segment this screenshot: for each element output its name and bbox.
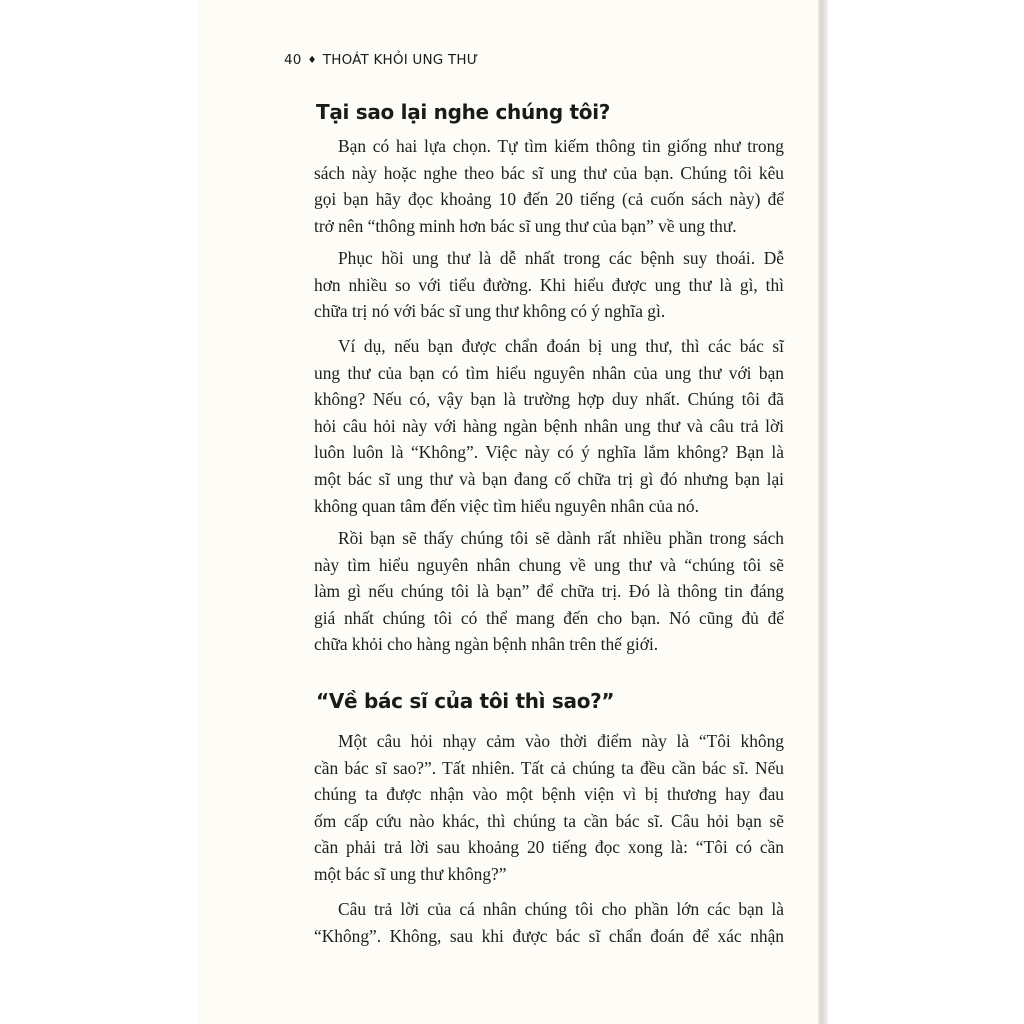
text-line: “Không”. Không, sau khi được bác sĩ chẩn đoán để xác nhận <box>314 925 784 946</box>
text-line: ốm cấp cứu nào khác, thì chúng ta cần bác sĩ. Câu hỏi bạn sẽ <box>314 810 784 831</box>
text-line: chữa khỏi cho hàng ngàn bệnh nhân trên thế giới. <box>314 634 659 655</box>
paragraph <box>314 896 784 949</box>
text-line: Phục hồi ung thư là dễ nhất trong các bệnh suy thoái. Dễ <box>338 248 784 268</box>
paragraph <box>314 525 784 658</box>
running-head <box>284 52 479 68</box>
text-line: này tìm hiểu nguyên nhân chung về ung thư và “chúng tôi sẽ <box>314 554 784 575</box>
page-edge-shadow <box>818 0 828 1024</box>
text-line: trở nên “thông minh hơn bác sĩ ung thư của bạn” về ung thư. <box>314 215 737 236</box>
page-number: 40 <box>284 52 302 68</box>
text-line: Rồi bạn sẽ thấy chúng tôi sẽ dành rất nhiều phần trong sách <box>338 528 784 548</box>
text-line: chúng ta được nhận vào một bệnh viện vì bị thương hay đau <box>314 784 784 805</box>
paragraph <box>314 728 784 888</box>
text-line: Ví dụ, nếu bạn được chẩn đoán bị ung thư, thì các bác sĩ <box>338 336 784 356</box>
paragraph <box>314 333 784 519</box>
text-line: Một câu hỏi nhạy cảm vào thời điểm này là “Tôi không <box>338 731 784 751</box>
text-line: Bạn có hai lựa chọn. Tự tìm kiếm thông tin giống như trong <box>338 136 784 156</box>
text-line: hơn nhiều so với tiểu đường. Khi hiểu được ung thư là gì, thì <box>314 274 784 295</box>
text-line: cần bác sĩ sao?”. Tất nhiên. Tất cả chúng ta đều cần bác sĩ. Nếu <box>314 757 784 778</box>
text-line: một bác sĩ ung thư không?” <box>314 863 507 884</box>
text-line: không quan tâm đến việc tìm hiểu nguyên nhân của nó. <box>314 495 699 516</box>
paragraph <box>314 133 784 239</box>
text-line: luôn luôn là “Không”. Việc này có ý nghĩa lắm không? Bạn là <box>314 442 784 463</box>
paragraph <box>314 245 784 325</box>
section-heading-about-my-doctor: “Về bác sĩ của tôi thì sao?” <box>316 689 615 713</box>
text-line: gọi bạn hãy đọc khoảng 10 đến 20 tiếng (cả cuốn sách này) để <box>314 189 784 210</box>
text-line: không? Nếu có, vậy bạn là trường hợp duy nhất. Chúng tôi đã <box>314 389 784 410</box>
text-line: làm gì nếu chúng tôi là bạn” để chữa trị. Đó là thông tin đáng <box>314 581 784 602</box>
text-line: chữa trị nó với bác sĩ ung thư không có ý nghĩa gì. <box>314 301 666 322</box>
text-line: ung thư của bạn có tìm hiểu nguyên nhân của ung thư với bạn <box>314 362 784 383</box>
text-line: cần phải trả lời sau khoảng 20 tiếng đọc xong là: “Tôi có cần <box>314 837 784 858</box>
text-line: hỏi câu hỏi này với hàng ngàn bệnh nhân ung thư và câu trả lời <box>314 415 784 436</box>
book-title: THOÁT KHỎI UNG THƯ <box>322 52 479 68</box>
text-line: Câu trả lời của cá nhân chúng tôi cho phần lớn các bạn là <box>338 899 784 919</box>
section-heading-why-listen: Tại sao lại nghe chúng tôi? <box>316 100 611 124</box>
diamond-separator: ♦ <box>307 55 317 66</box>
text-line: sách này hoặc nghe theo bác sĩ ung thư của bạn. Chúng tôi kêu <box>314 162 784 183</box>
text-line: một bác sĩ ung thư và bạn đang cố chữa trị gì đó nhưng bạn lại <box>314 468 784 489</box>
text-line: giá nhất chúng tôi có thể mang đến cho bạn. Nó cũng đủ để <box>314 607 784 628</box>
book-page <box>198 0 822 1024</box>
